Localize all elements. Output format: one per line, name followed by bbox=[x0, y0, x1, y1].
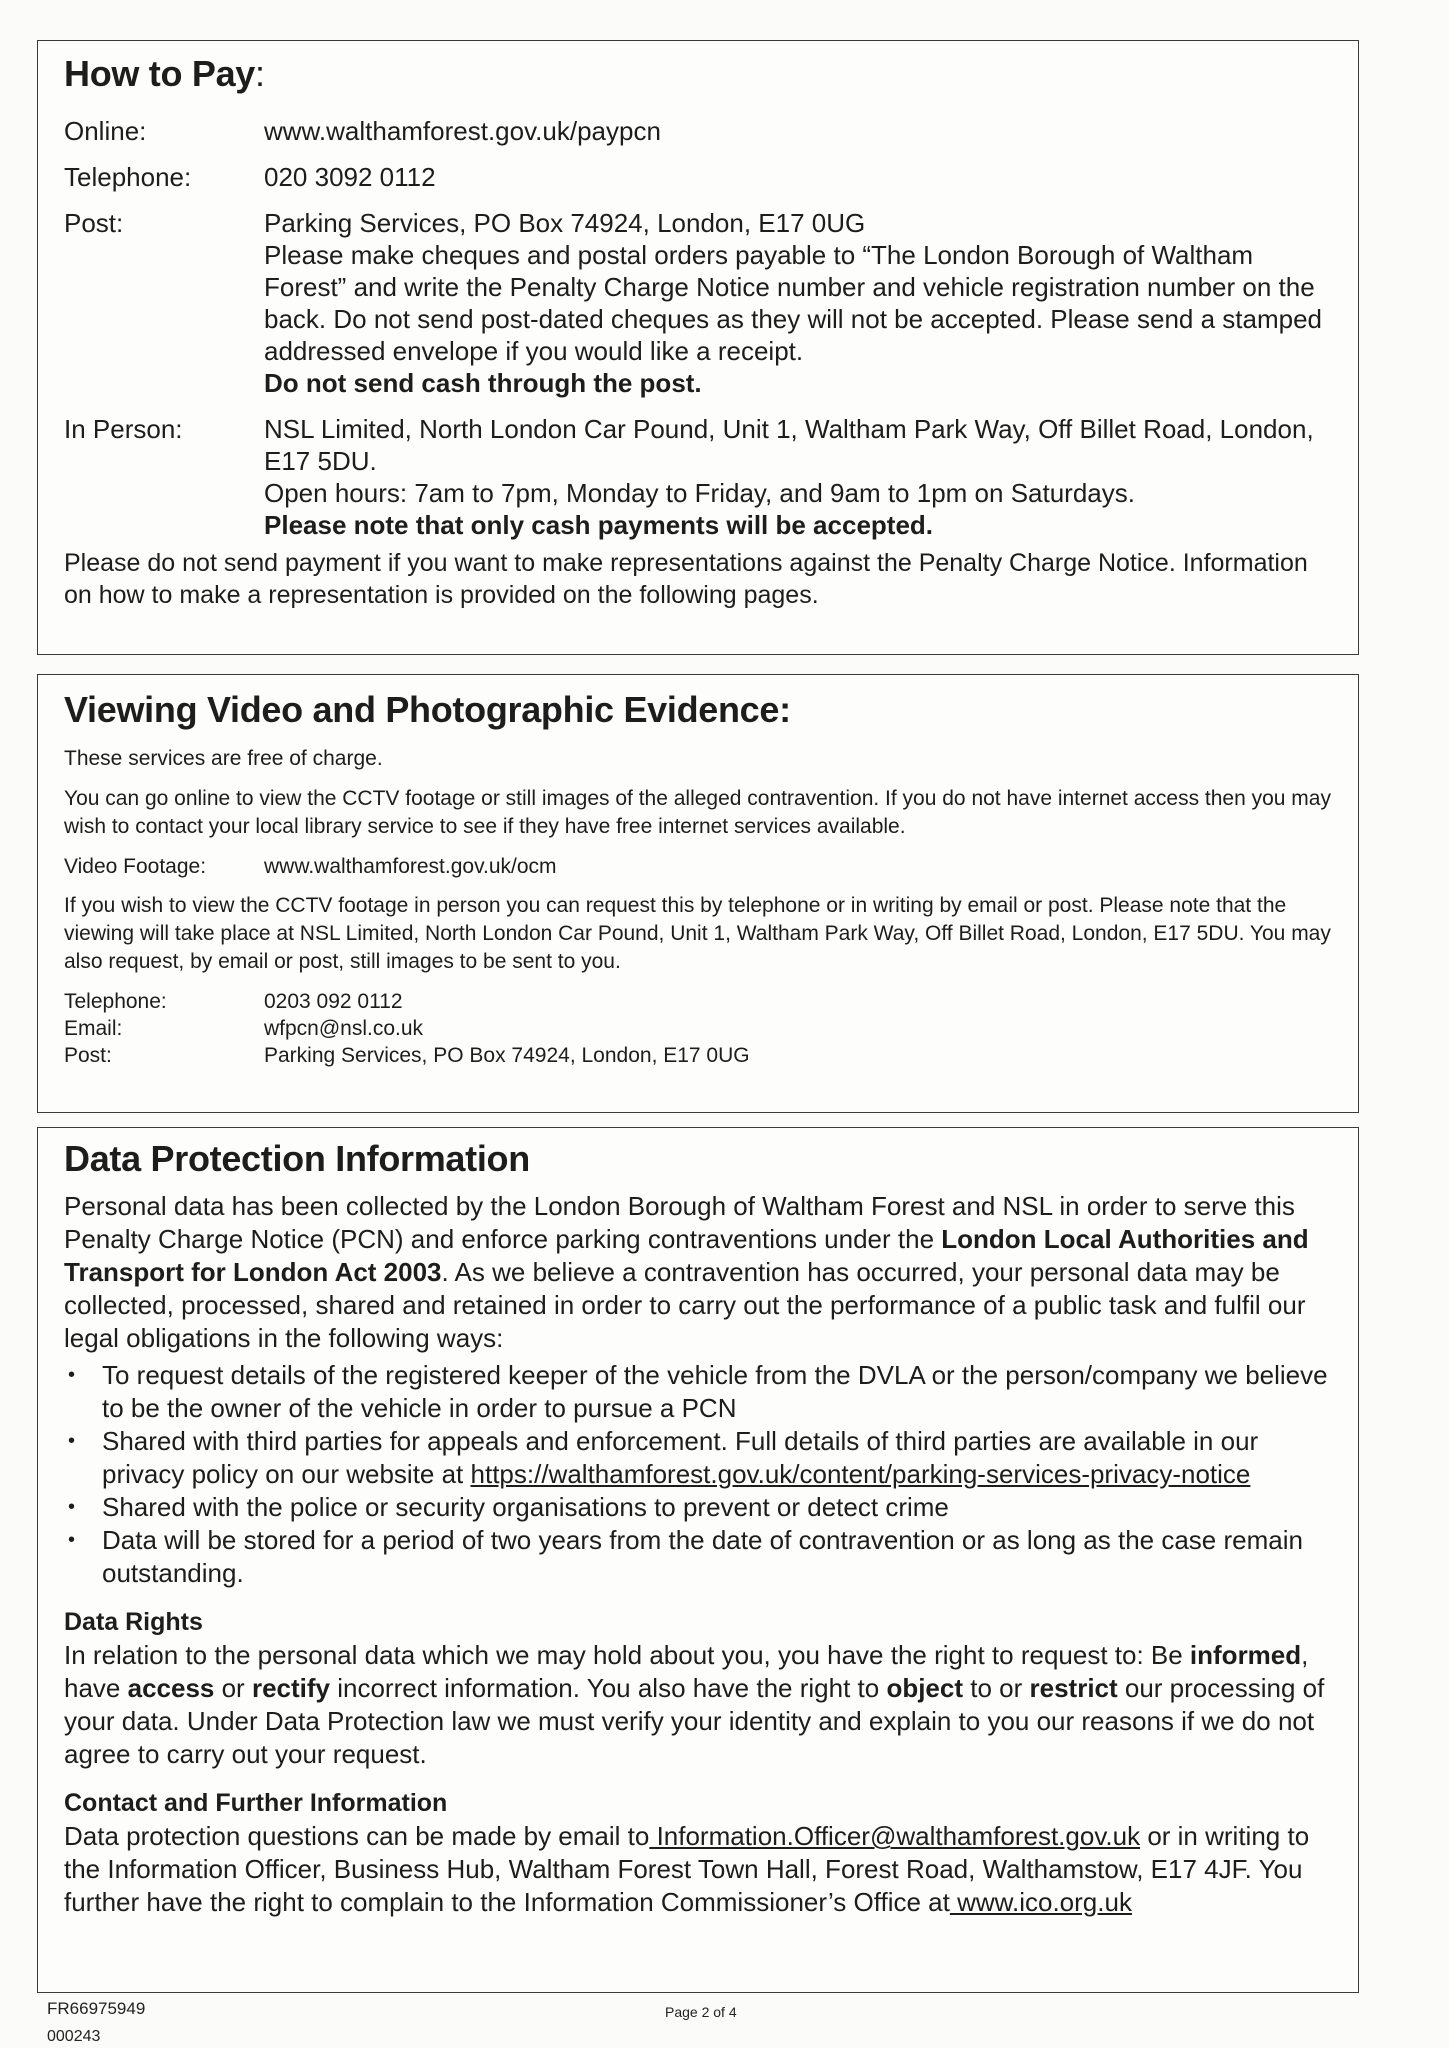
document-code: 000243 bbox=[47, 2028, 101, 2045]
list-item bbox=[64, 1425, 1358, 1491]
in-person-warning: Please note that only cash payments will be accepted. bbox=[264, 510, 934, 540]
evidence-telephone-row bbox=[64, 988, 1358, 1015]
intro-act-name: London Local Authorities and Transport for London Act 2003 bbox=[64, 1224, 1309, 1287]
list-item: • Data will be stored for a period of two years from the date of contravention or as long as the case remain outstanding. bbox=[64, 1524, 1358, 1590]
data-protection-heading: Data Protection Information bbox=[64, 1138, 530, 1179]
post-details bbox=[264, 207, 1358, 399]
free-of-charge-text: These services are free of charge. bbox=[64, 747, 383, 770]
pay-post-row bbox=[64, 207, 1358, 399]
telephone-value: 020 3092 0112 bbox=[264, 162, 436, 192]
data-usage-list bbox=[64, 1359, 1358, 1590]
online-label: Online: bbox=[64, 116, 147, 146]
how-to-pay-section bbox=[37, 40, 1359, 655]
online-link[interactable]: www.walthamforest.gov.uk/paypcn bbox=[264, 116, 661, 146]
rights-access: access bbox=[127, 1673, 215, 1703]
telephone-label: Telephone: bbox=[64, 162, 192, 192]
evidence-heading: Viewing Video and Photographic Evidence: bbox=[64, 689, 791, 730]
ico-website-link[interactable]: www.ico.org.uk bbox=[949, 1887, 1132, 1917]
rights-text: or bbox=[214, 1673, 252, 1703]
rights-text: our processing of your data. Under Data Protection law we must verify your identity and explain to you our reasons if we do not agree to carry out your request. bbox=[64, 1673, 1325, 1769]
how-to-pay-title: How to Pay bbox=[64, 53, 256, 94]
rights-text: , have bbox=[64, 1640, 1309, 1703]
evidence-post-value: Parking Services, PO Box 74924, London, E17 0UG bbox=[264, 1044, 750, 1067]
contact-heading: Contact and Further Information bbox=[64, 1789, 448, 1817]
pay-telephone-row bbox=[64, 161, 1358, 193]
in-person-details bbox=[264, 413, 1358, 541]
data-protection-section bbox=[37, 1127, 1359, 1993]
post-label: Post: bbox=[64, 208, 124, 238]
contact-text-2: or in writing to the Information Officer, Business Hub, Waltham Forest Town Hall, Forest Road, Walthamstow, E17 4JF. You further have the right to complain to the Information Commissioner’s Office at bbox=[64, 1821, 1310, 1917]
rights-object: object bbox=[886, 1673, 964, 1703]
post-instructions: Please make cheques and postal orders payable to “The London Borough of Waltham Forest” and write the Penalty Charge Notice number and vehicle registration number on the back. Do not send post-dated cheques as they will not be accepted. Please send a stamped addressed envelope if you would like a receipt. bbox=[264, 240, 1323, 366]
privacy-notice-link[interactable]: https://walthamforest.gov.uk/content/parking-services-privacy-notice bbox=[470, 1459, 1251, 1489]
rights-text: to or bbox=[963, 1673, 1030, 1703]
rights-rectify: rectify bbox=[251, 1673, 330, 1703]
evidence-email-label: Email: bbox=[64, 1017, 123, 1040]
contact-text-1: Data protection questions can be made by email to bbox=[64, 1821, 650, 1851]
pay-online-row bbox=[64, 115, 1358, 147]
data-rights-text bbox=[64, 1639, 1358, 1771]
rights-text: incorrect information. You also have the right to bbox=[330, 1673, 887, 1703]
video-footage-label: Video Footage: bbox=[64, 855, 207, 878]
rights-informed: informed bbox=[1189, 1640, 1302, 1670]
online-info-text: You can go online to view the CCTV footage or still images of the alleged contravention. If you do not have internet access then you may wish to contact your local library service to see if they have free internet services available. bbox=[64, 787, 1331, 838]
evidence-email-row bbox=[64, 1015, 1358, 1042]
heading-colon: : bbox=[255, 53, 265, 94]
how-to-pay-heading bbox=[64, 53, 1358, 95]
post-address: Parking Services, PO Box 74924, London, E17 0UG bbox=[264, 208, 866, 238]
data-protection-intro bbox=[64, 1190, 1358, 1355]
list-item: • To request details of the registered keeper of the vehicle from the DVLA or the person/company we believe to be the owner of the vehicle in order to pursue a PCN bbox=[64, 1359, 1358, 1425]
evidence-section bbox=[37, 674, 1359, 1113]
evidence-post-row bbox=[64, 1042, 1358, 1069]
evidence-telephone-label: Telephone: bbox=[64, 990, 167, 1013]
bullet-text: Shared with third parties for appeals and enforcement. Full details of third parties are available in our privacy policy on our website at bbox=[102, 1426, 1259, 1489]
information-officer-email-link[interactable]: Information.Officer@walthamforest.gov.uk bbox=[649, 1821, 1141, 1851]
representation-note: Please do not send payment if you want to make representations against the Penalty Charge Notice. Information on how to make a representation is provided on the following pages. bbox=[64, 549, 1308, 609]
page-number: Page 2 of 4 bbox=[665, 2004, 737, 2020]
evidence-email-link[interactable]: wfpcn@nsl.co.uk bbox=[264, 1017, 424, 1040]
contact-text bbox=[64, 1820, 1358, 1919]
evidence-post-label: Post: bbox=[64, 1044, 112, 1067]
pcn-reference: FR66975949 bbox=[47, 1999, 146, 2018]
data-rights-heading: Data Rights bbox=[64, 1608, 203, 1636]
evidence-telephone-value: 0203 092 0112 bbox=[264, 990, 403, 1013]
in-person-hours: Open hours: 7am to 7pm, Monday to Friday, and 9am to 1pm on Saturdays. bbox=[264, 478, 1135, 508]
video-footage-link[interactable]: www.walthamforest.gov.uk/ocm bbox=[264, 855, 557, 878]
intro-text-1: Personal data has been collected by the London Borough of Waltham Forest and NSL in order to serve this Penalty Charge Notice (PCN) and enforce parking contraventions under the bbox=[64, 1191, 1295, 1254]
in-person-label: In Person: bbox=[64, 414, 183, 444]
post-warning: Do not send cash through the post. bbox=[264, 368, 702, 398]
list-item: • Shared with the police or security organisations to prevent or detect crime bbox=[64, 1491, 1358, 1524]
in-person-address: NSL Limited, North London Car Pound, Unit 1, Waltham Park Way, Off Billet Road, London, E17 5DU. bbox=[264, 414, 1314, 476]
rights-restrict: restrict bbox=[1029, 1673, 1118, 1703]
pay-in-person-row bbox=[64, 413, 1358, 541]
rights-text: In relation to the personal data which we may hold about you, you have the right to request to: Be bbox=[64, 1640, 1190, 1670]
intro-text-2: . As we believe a contravention has occurred, your personal data may be collected, processed, shared and retained in order to carry out the performance of a public task and fulfil our legal obligations in the following ways: bbox=[64, 1257, 1306, 1353]
video-footage-row bbox=[64, 853, 1358, 880]
in-person-viewing-text: If you wish to view the CCTV footage in person you can request this by telephone or in writing by email or post. Please note that the viewing will take place at NSL Limited, North London Car Pound, Unit 1, Waltham Park Way, Off Billet Road, London, E17 5DU. You may also request, by email or post, still images to be sent to you. bbox=[64, 894, 1331, 973]
